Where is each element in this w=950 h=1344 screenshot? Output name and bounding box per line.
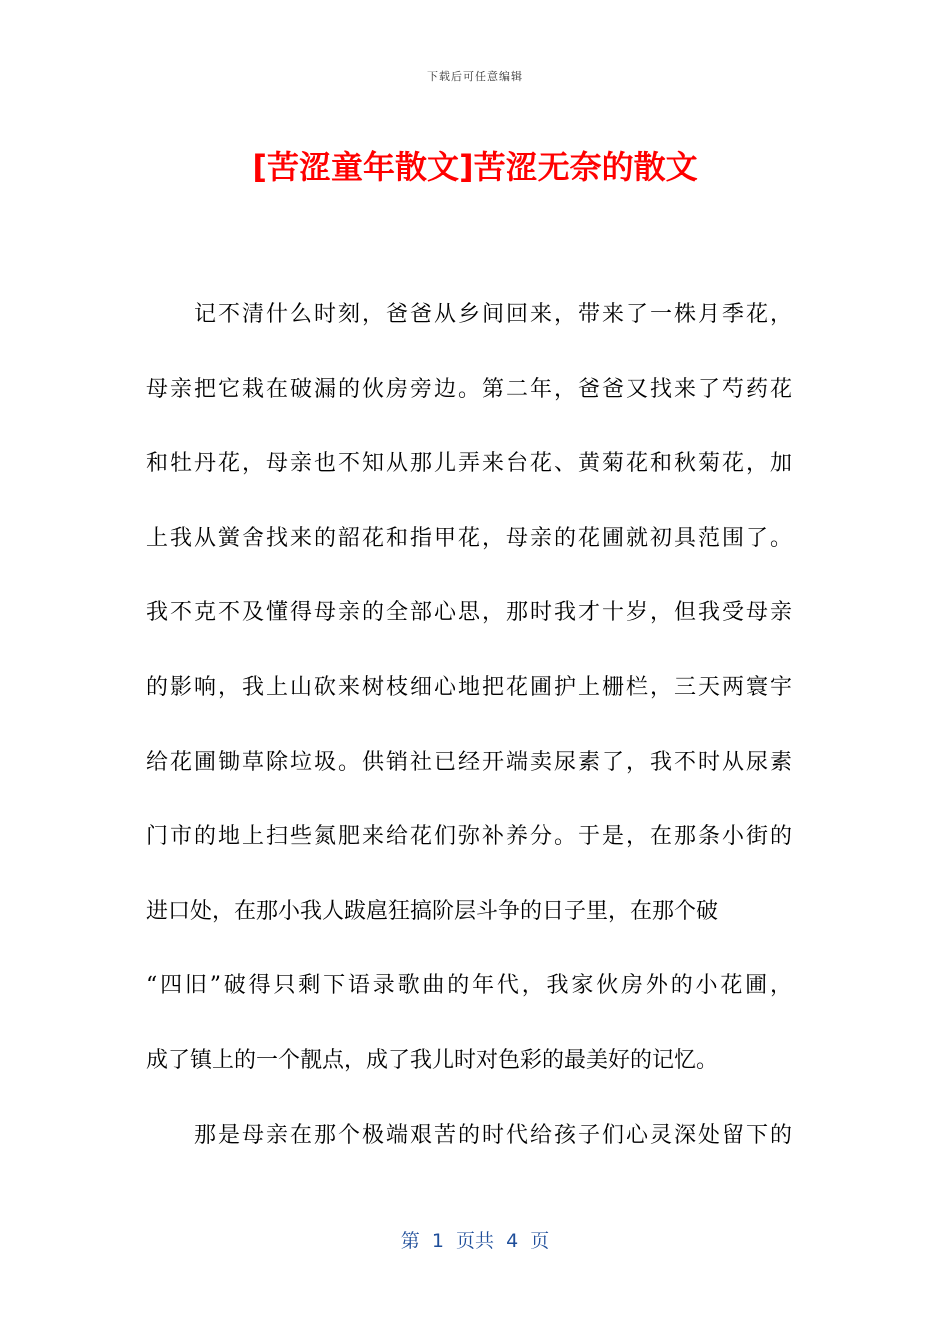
body-line-7: 给花圃锄草除垃圾。供销社已经开端卖尿素了，我不时从尿素 bbox=[146, 749, 792, 775]
body-line-3: 和牡丹花，母亲也不知从那儿弄来台花、黄菊花和秋菊花，加 bbox=[146, 451, 792, 477]
body-line-5: 我不克不及懂得母亲的全部心思，那时我才十岁，但我受母亲 bbox=[146, 600, 792, 626]
body-line-11: 成了镇上的一个靓点，成了我儿时对色彩的最美好的记忆。 bbox=[146, 1047, 719, 1073]
body-line-10: “四旧”破得只剩下语录歌曲的年代，我家伙房外的小花圃， bbox=[146, 973, 792, 999]
body-text bbox=[146, 278, 792, 1173]
body-line-2: 母亲把它栽在破漏的伙房旁边。第二年，爸爸又找来了芍药花 bbox=[146, 376, 792, 402]
body-line-8: 门市的地上扫些氮肥来给花们弥补养分。于是，在那条小街的 bbox=[146, 824, 792, 850]
body-line-12: 那是母亲在那个极端艰苦的时代给孩子们心灵深处留下的 bbox=[194, 1122, 792, 1148]
header-note: 下载后可任意编辑 bbox=[427, 70, 523, 83]
body-line-1: 记不清什么时刻，爸爸从乡间回来，带来了一株月季花， bbox=[194, 302, 792, 327]
page-footer: 第 1 页共 4 页 bbox=[400, 1230, 550, 1252]
body-line-4: 上我从黉舍找来的韶花和指甲花，母亲的花圃就初具范围了。 bbox=[146, 525, 792, 551]
body-line-6: 的影响，我上山砍来树枝细心地把花圃护上栅栏，三天两寰宇 bbox=[146, 674, 792, 700]
body-line-9: 进口处，在那小我人跋扈狂搞阶层斗争的日子里，在那个破 bbox=[146, 898, 719, 924]
document-title: [苦涩童年散文]苦涩无奈的散文 bbox=[252, 148, 698, 186]
